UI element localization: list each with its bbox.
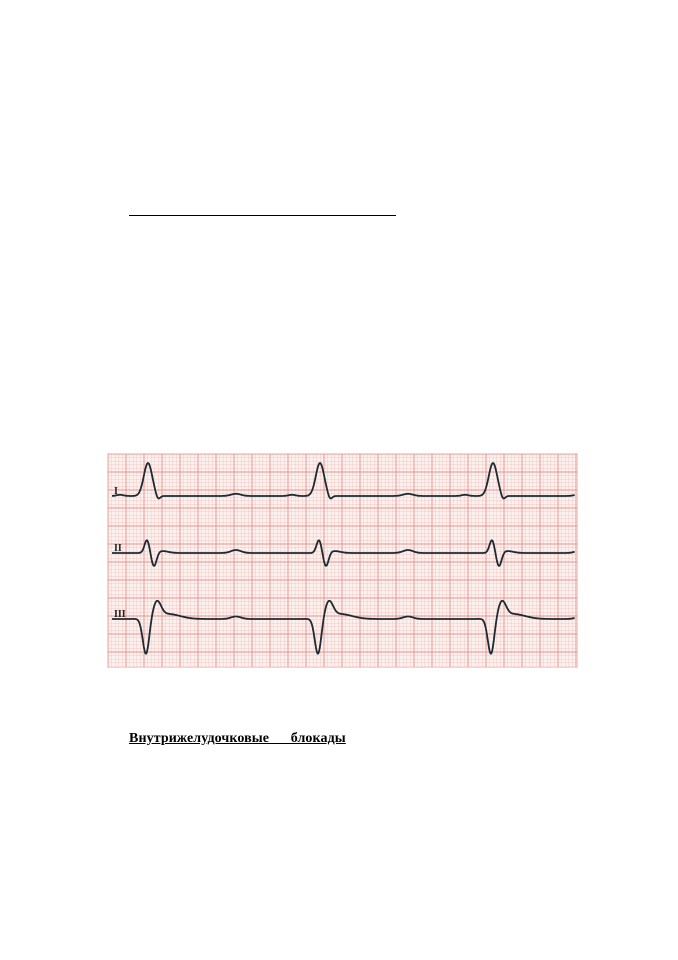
ecg-lead-label: I: [114, 486, 118, 497]
ecg-strip-image: [107, 453, 578, 668]
horizontal-rule: [129, 215, 396, 216]
ecg-lead-label: II: [114, 543, 122, 554]
ecg-trace-graphic: [108, 454, 577, 667]
section-heading: Внутрижелудочковые блокады: [129, 731, 346, 746]
ecg-lead-label: III: [114, 609, 126, 620]
